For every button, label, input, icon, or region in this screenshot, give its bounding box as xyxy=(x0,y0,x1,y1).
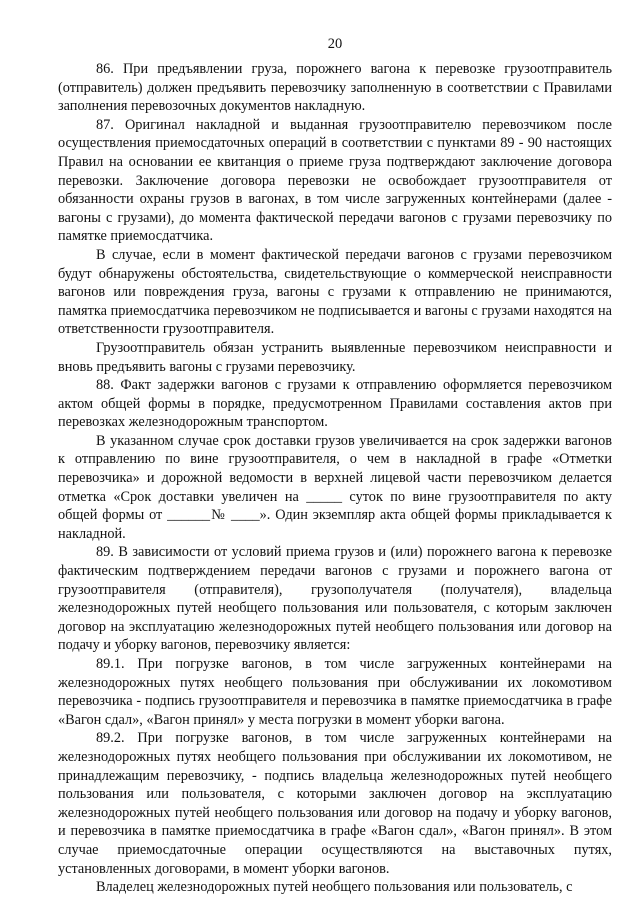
paragraph-89: 89. В зависимости от условий приема грузов и (или) порожнего вагона к перевозке фактическим подтверждением передачи вагонов с грузами и порожнего вагона от грузоотправителя (отправителя), грузополучателя (получателя), владельца железнодорожных путей необщего пользования или пользователя, с которым заключен договор на эксплуатацию железнодорожных путей необщего пользования или договор на подачу и уборку вагонов, перевозчику является: xyxy=(58,544,612,654)
paragraph-89-2: 89.2. При погрузке вагонов, в том числе загруженных контейнерами на железнодорожных путях необщего пользования при обслуживании их локомотивом, не принадлежащим перевозчику, - подпись владельца железнодорожных путей необщего пользования или пользователя, с которыми заключен договор на эксплуатацию железнодорожных путей необщего пользования или договор на подачу и уборку вагонов, и перевозчика в памятке приемосдатчика в графе «Вагон сдал», «Вагон принял». В этом случае приемосдаточные операции осуществляются на выставочных путях, установленных договорами, в момент уборки вагонов. xyxy=(58,730,612,877)
paragraph-87-obligation: Грузоотправитель обязан устранить выявленные перевозчиком неисправности и вновь предъявить вагоны с грузами перевозчику. xyxy=(58,339,612,375)
page-number: 20 xyxy=(327,36,343,52)
paragraph-88: 88. Факт задержки вагонов с грузами к отправлению оформляется перевозчиком актом общей формы в порядке, предусмотренном Правилами составления актов при перевозках железнодорожным транспортом. xyxy=(58,377,612,431)
paragraph-88-term: В указанном случае срок доставки грузов увеличивается на срок задержки вагонов к отправлению по вине грузоотправителя, о чем в накладной в графе «Отметки перевозчика» и дорожной ведомости в верхней лицевой части перевозчиком делается отметка «Срок доставки увеличен на _____ суток по вине грузоотправителя по акту общей формы от ______№ ____». Один экземпляр акта общей формы прикладывается к накладной. xyxy=(58,432,612,542)
paragraph-89-1: 89.1. При погрузке вагонов, в том числе загруженных контейнерами на железнодорожных путях необщего пользования при обслуживании их локомотивом перевозчика - подпись грузоотправителя и перевозчика в памятке приемосдатчика в графе «Вагон сдал», «Вагон принял» у места погрузки в момент уборки вагона. xyxy=(58,656,612,728)
paragraph-87: 87. Оригинал накладной и выданная грузоотправителю перевозчиком после осуществления приемосдаточных операций в соответствии с пунктами 89 - 90 настоящих Правил на основании ее квитанция о приеме груза подтверждают заключение договора перевозки. Заключение договора перевозки не освобождает грузоотправителя от обязанности охраны грузов в вагонах, в том числе загруженных контейнерами (далее - вагоны с грузами), до момента фактической передачи вагонов с грузами перевозчику по памятке приемосдатчика. xyxy=(58,116,612,245)
document-page xyxy=(58,34,612,897)
paragraph-89-owner: Владелец железнодорожных путей необщего пользования или пользователь, с xyxy=(96,879,573,896)
paragraph-87-case: В случае, если в момент фактической передачи вагонов с грузами перевозчиком будут обнаружены обстоятельства, свидетельствующие о коммерческой неисправности вагонов или повреждения груза, вагоны с грузами к отправлению не принимаются, памятка приемосдатчика перевозчиком не подписывается и вагоны с грузами находятся на ответственности грузоотправителя. xyxy=(58,246,612,338)
paragraph-86: 86. При предъявлении груза, порожнего вагона к перевозке грузоотправитель (отправитель) должен предъявить перевозчику заполненную в соответствии с Правилами заполнения перевозочных документов накладную. xyxy=(58,61,612,115)
